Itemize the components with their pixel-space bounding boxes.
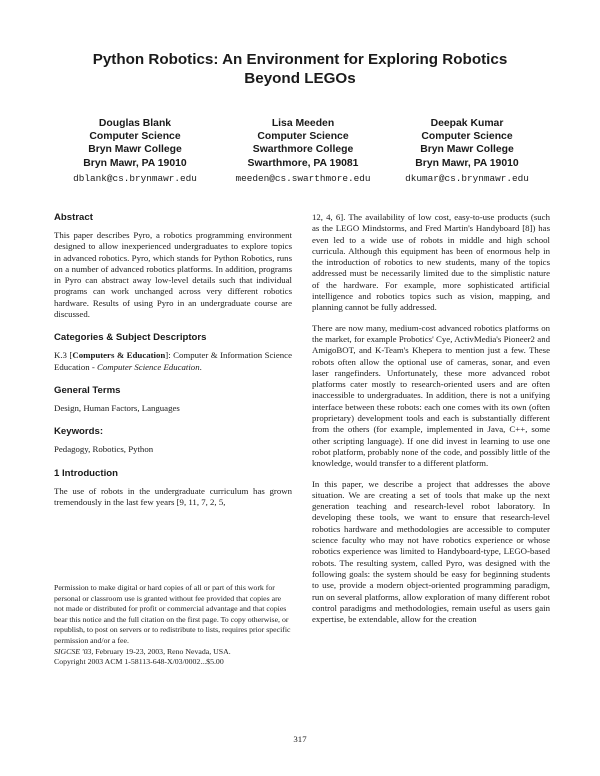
author-block-2 <box>213 117 393 185</box>
author-institution: Swarthmore College <box>252 144 354 156</box>
footnote-copyright: Copyright 2003 ACM 1-58113-648-X/03/0002...$5.00 <box>54 657 224 667</box>
intro-text: The use of robots in the undergraduate curriculum has grown tremendously in the last few years [9, 11, 7, 2, 5, <box>54 485 292 507</box>
author-name: Douglas Blank <box>98 118 172 129</box>
abstract-heading: Abstract <box>54 212 93 223</box>
author-email: dblank@cs.brynmawr.edu <box>73 172 197 184</box>
paper-title <box>60 50 540 88</box>
footnote-venue: SIGCSE '03, February 19-23, 2003, Reno Nevada, USA. <box>54 646 231 656</box>
keywords-text: Pedagogy, Robotics, Python <box>54 444 154 455</box>
general-terms-text: Design, Human Factors, Languages <box>54 402 180 413</box>
keywords-heading: Keywords: <box>54 426 104 438</box>
right-column <box>312 212 550 625</box>
title-line-1: Python Robotics: An Environment for Exploring Robotics <box>92 51 508 68</box>
author-name: Deepak Kumar <box>430 118 504 129</box>
title-line-2: Beyond LEGOs <box>244 70 356 87</box>
author-dept: Computer Science <box>421 131 513 143</box>
author-email: dkumar@cs.brynmawr.edu <box>405 172 529 184</box>
author-email: meeden@cs.swarthmore.edu <box>235 172 371 184</box>
author-address: Bryn Mawr, PA 19010 <box>415 157 519 169</box>
author-name: Lisa Meeden <box>271 118 335 129</box>
author-institution: Bryn Mawr College <box>420 144 514 156</box>
author-dept: Computer Science <box>257 131 349 143</box>
author-address: Swarthmore, PA 19081 <box>247 157 359 169</box>
author-dept: Computer Science <box>89 131 181 143</box>
categories-heading: Categories & Subject Descriptors <box>54 332 207 344</box>
paragraph: 12, 4, 6]. The availability of low cost, easy-to-use products (such as the LEGO Mindstorms, and Fred Martin's Handyboard [8]) has even led to a wide use of robots in middle and high school curricula. Although this equipment has been of enormous help in the introduction of robotics to new students, many of the topics addressed must be necessarily limited due to the simplistic nature of the hardware. For example, more sophisticated artificial intelligence and robotics topics such as vision, mapping, and planning cannot be fully addressed. <box>312 212 550 313</box>
general-terms-heading: General Terms <box>54 384 121 396</box>
author-address: Bryn Mawr, PA 19010 <box>83 157 187 169</box>
paragraph: There are now many, medium-cost advanced robotics platforms on the market, for example Probotics' Cye, ActivMedia's Pioneer2 and AmigoBOT, and K-Team's Khepera to mention just a few. These robots often allow the optional use of cameras, sonar, and even laser rangefinders. Unfortunately, these more advanced robot platforms cater mostly to research-oriented users and are often inaccessible to undergraduates. In addition, there is not a unifying interface between these robots: each one comes with its own (often proprietary) development tools and each is substantially different from the others (for example, implemented in Java, C++, some other scripting language). If one did invest in learning to use one robot platform, probably none of the code, and possibly little of the knowledge, would transfer to a different platform. <box>312 322 550 469</box>
author-institution: Bryn Mawr College <box>88 144 182 156</box>
paragraph: In this paper, we describe a project that addresses the above situation. We are creating a set of tools that make up the next generation teaching and research-level robot laboratory. In developing these tools, we want to ensure that research-level robotics hardware and methodologies are accessible to computer science faculty who may not have robotics experience or whose robotics experience was limited to Handyboard-type, LEGO-based robots. The resulting system, called Pyro, was designed with the following goals: the system should be easy for beginning students to use, provide a modern object-oriented programming paradigm, run on several platforms, allow exploration of many different robot control paradigms and methodologies, remain useful as users gain expertise, be extendable, allow for the creation <box>312 478 550 625</box>
author-block-1 <box>45 117 225 185</box>
categories-text: K.3 [Computers & Education]: Computer & Information Science Education - Computer Science Education. <box>54 350 292 372</box>
abstract-text: This paper describes Pyro, a robotics programming environment designed to allow inexperienced undergraduates to explore topics in advanced robotics. Pyro, which stands for Python Robotics, runs on a number of advanced robotics platforms. In addition, programs in Pyro can abstract away low-level details such that individual programs can work unchanged across very different robotics hardware. Results of using Pyro in an undergraduate course are discussed. <box>54 230 292 320</box>
footnote-text: Permission to make digital or hard copies of all or part of this work for personal or classroom use is granted without fee provided that copies are not made or distributed for profit or commercial advantage and that copies bear this notice and the full citation on the first page. To copy otherwise, or republish, to post on servers or to redistribute to lists, requires prior specific permission and/or a fee. <box>54 583 291 645</box>
permission-footnote <box>54 583 292 668</box>
author-block-3 <box>377 117 557 185</box>
page-number: 317 <box>293 734 307 744</box>
left-column <box>54 212 292 508</box>
intro-heading: 1 Introduction <box>54 467 118 479</box>
